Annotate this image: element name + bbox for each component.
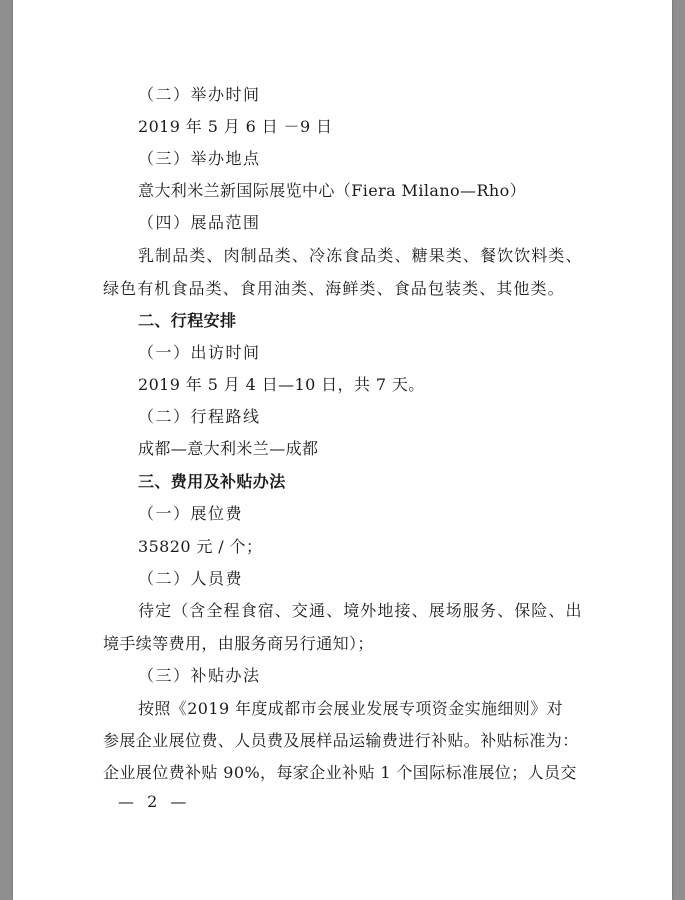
heading-hold-time: （二）举办时间 [138, 85, 261, 104]
text-scope-line-1: 乳制品类、肉制品类、冷冻食品类、糖果类、餐饮饮料类、 [138, 246, 583, 265]
page-number: — 2 — [118, 792, 191, 811]
text-scope-line-2: 绿色有机食品类、食用油类、海鲜类、食品包装类、其他类。 [103, 279, 565, 298]
heading-booth-fee: （一）展位费 [138, 504, 244, 523]
text-venue: 意大利米兰新国际展览中心（Fiera Milano—Rho） [138, 181, 527, 200]
text-booth-fee: 35820 元 / 个； [138, 537, 263, 556]
heading-subsidy-method: （三）补贴办法 [138, 666, 261, 685]
heading-personnel-fee: （二）人员费 [138, 569, 244, 588]
heading-hold-venue: （三）举办地点 [138, 149, 261, 168]
document-page [13, 0, 672, 900]
text-hold-date: 2019 年 5 月 6 日 －9 日 [138, 117, 333, 136]
text-visit-dates: 2019 年 5 月 4 日—10 日，共 7 天。 [138, 375, 425, 394]
heading-visit-time: （一）出访时间 [138, 343, 261, 362]
section-itinerary: 二、行程安排 [138, 311, 237, 330]
text-personnel-line-1: 待定（含全程食宿、交通、境外地接、展场服务、保险、出 [138, 601, 583, 620]
text-personnel-line-2: 境手续等费用，由服务商另行通知）； [103, 634, 374, 653]
heading-exhibit-scope: （四）展品范围 [138, 213, 261, 232]
text-subsidy-line-3: 企业展位费补贴 90%，每家企业补贴 1 个国际标准展位；人员交 [103, 763, 577, 782]
section-fees-subsidy: 三、费用及补贴办法 [138, 472, 286, 491]
text-subsidy-line-2: 参展企业展位费、人员费及展样品运输费进行补贴。补贴标准为： [103, 731, 579, 750]
text-subsidy-line-1: 按照《2019 年度成都市会展业发展专项资金实施细则》对 [138, 699, 564, 718]
heading-route: （二）行程路线 [138, 407, 261, 426]
text-route: 成都—意大利米兰—成都 [138, 439, 319, 458]
